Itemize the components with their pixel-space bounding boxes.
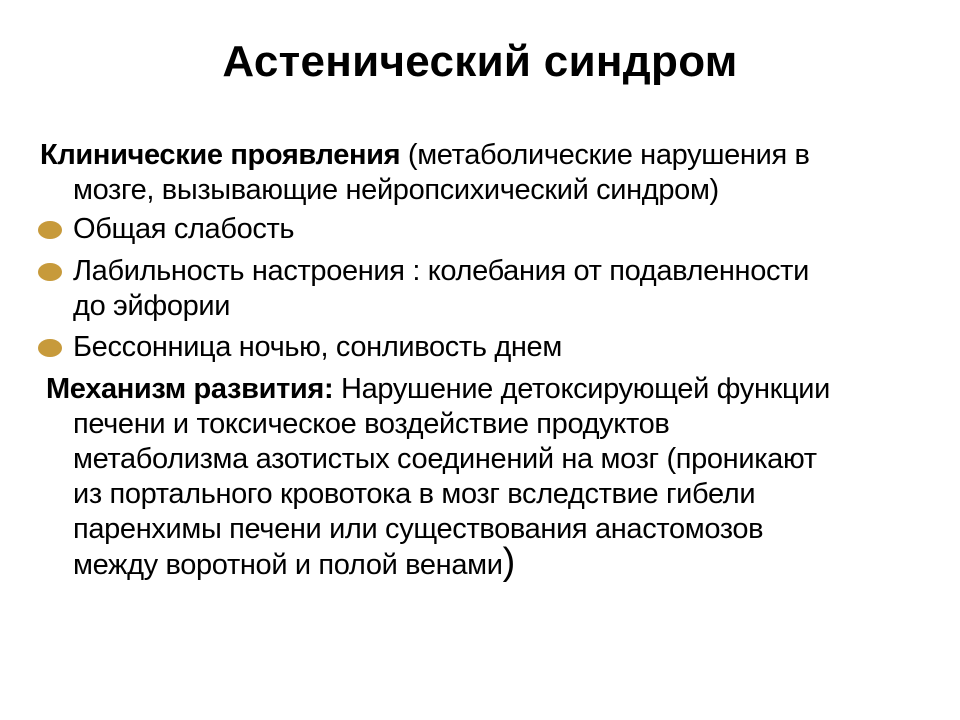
slide-title: Астенический синдром	[222, 37, 738, 86]
bullet-item	[38, 254, 809, 324]
clinical-label: Клинические проявления	[40, 139, 401, 171]
mechanism-last-line	[46, 541, 830, 583]
bullet-dot-icon	[38, 263, 62, 281]
clinical-line-2: мозге, вызывающие нейропсихический синдром)	[73, 174, 719, 206]
mechanism-label: Механизм развития:	[46, 373, 334, 405]
mechanism-last-line-text: между воротной и полой венами	[73, 549, 503, 581]
mechanism-line: из портального кровотока в мозг вследствие гибели	[73, 478, 756, 510]
bullet-dot-icon	[38, 221, 62, 239]
bullet-dot-icon	[38, 339, 62, 357]
bullet-text: Бессонница ночью, сонливость днем	[73, 331, 562, 363]
clinical-paragraph	[40, 138, 810, 208]
clinical-line-1: (метаболические нарушения в	[400, 139, 810, 171]
bullet-text: Общая слабость	[73, 213, 295, 245]
bullet-item	[38, 212, 294, 247]
mechanism-line-1: Нарушение детоксирующей функции	[333, 373, 830, 405]
mechanism-line: паренхимы печени или существования анастомозов	[73, 513, 764, 545]
closing-paren: )	[502, 541, 515, 583]
mechanism-line: печени и токсическое воздействие продуктов	[73, 408, 670, 440]
mechanism-paragraph	[46, 372, 830, 583]
mechanism-line: метаболизма азотистых соединений на мозг (проникают	[73, 443, 817, 475]
bullet-text-continued: до эйфории	[73, 290, 231, 322]
bullet-text: Лабильность настроения : колебания от подавленности	[73, 255, 809, 287]
bullet-item	[38, 330, 562, 365]
